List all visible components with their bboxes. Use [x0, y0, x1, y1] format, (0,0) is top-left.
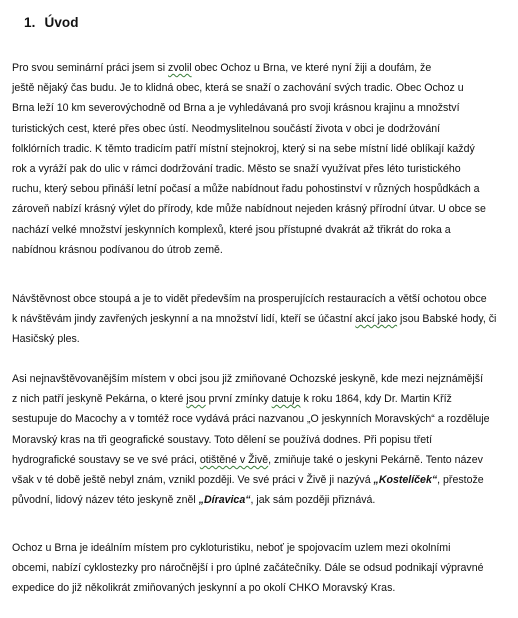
- text-run: k roku 1864, kdy Dr. Martin Kříž: [300, 393, 452, 406]
- emphasized-name: „Díravica“: [198, 494, 251, 507]
- text-run: , zmiňuje také o jeskyni Pekárně. Tento název: [268, 453, 483, 466]
- text-run: sestupuje do Macochy a v tomtéž roce vydává práci nazvanou „O jeskynních Moravských“ a rozděluje: [12, 413, 490, 426]
- text-run: první zmínky: [205, 393, 272, 406]
- paragraph-caves: [12, 369, 512, 510]
- text-line: [12, 558, 512, 578]
- text-run: zároveň nabízí krásný výlet do přírody, kde může nabídnout nejeden krásný přírodní útvar. U obce se: [12, 203, 486, 216]
- section-heading: [24, 15, 79, 30]
- text-line: [12, 220, 512, 240]
- text-line: [12, 389, 512, 409]
- text-line: [12, 119, 512, 139]
- text-run: nabídnou krásnou podívanou do útrob země.: [12, 243, 223, 256]
- text-line: [12, 409, 512, 429]
- text-run: , přestože: [437, 474, 484, 487]
- text-line: [12, 179, 512, 199]
- text-run: obec Ochoz u Brna, ve které nyní žiji a doufám, že: [191, 62, 432, 74]
- text-line: [12, 538, 512, 558]
- spellcheck-flagged-word: jsou: [186, 393, 206, 406]
- text-line: [12, 289, 512, 309]
- text-line: [12, 470, 512, 490]
- text-line: [12, 139, 512, 159]
- text-line: [12, 430, 512, 450]
- text-line: [12, 369, 512, 389]
- paragraph-visitors: [12, 289, 512, 350]
- text-run: hydrografické soustavy se ve své práci,: [12, 453, 200, 466]
- text-run: Návštěvnost obce stoupá a je to vidět především na prosperujících restauracích a větší ochotou obce: [12, 293, 487, 305]
- text-line: [12, 58, 512, 78]
- text-run: nachází velké množství jeskynních komplexů, které jsou přístupné dvakrát až třikrát do roka a: [12, 223, 451, 236]
- text-run: obcemi, nabízí cyklostezky pro náročnější i pro úplné začátečníky. Dále se odsud podnikají výpravné: [12, 562, 484, 575]
- text-run: , jak sám později přiznává.: [250, 494, 376, 507]
- text-run: ještě nějaký čas budu. Je to klidná obec, která se snaží o zachování svých tradic. Obec Ochoz u: [12, 82, 464, 95]
- text-run: jsou Babské hody, či: [397, 313, 497, 326]
- text-line: [12, 240, 512, 260]
- spellcheck-flagged-word: otištěné v Živě: [199, 453, 269, 466]
- text-line: [12, 159, 512, 179]
- text-run: však v té době ještě nebyl znám, vznikl později. Ve své práci v Živě ji nazývá: [12, 474, 374, 487]
- emphasized-name: „Kostelíček“: [373, 474, 438, 487]
- text-line: [12, 78, 512, 98]
- text-run: Brna leží 10 km severovýchodně od Brna a je vyhledávaná pro svoji krásnou krajinu a množství: [12, 102, 460, 115]
- text-line: [12, 450, 512, 470]
- text-run: turistických cest, které přes obec ústí. Neodmyslitelnou součástí života v obci je dodržování: [12, 122, 441, 135]
- paragraph-intro: [12, 58, 512, 260]
- text-line: [12, 490, 512, 510]
- text-line: [12, 578, 512, 598]
- text-run: folklórních tradic. K těmto tradicím patří místní stejnokroj, který si na sebe místní lidé oblíkají každý: [12, 142, 475, 155]
- spellcheck-flagged-word: datuje: [271, 393, 301, 406]
- text-line: [12, 309, 512, 329]
- section-number: 1.: [24, 15, 36, 30]
- text-run: rok a vyráží pak do ulic v rámci dodržování tradic. Město se snaží využívat přes léto turistického: [12, 163, 461, 176]
- text-run: původní, lidový název této jeskyně zněl: [12, 494, 199, 507]
- spellcheck-flagged-word: zvolil: [168, 62, 192, 74]
- text-line: [12, 329, 512, 349]
- text-run: z nich patří jeskyně Pekárna, o které: [12, 393, 187, 406]
- paragraph-cycling: [12, 538, 512, 599]
- text-run: expedice do již několikrát zmiňovaných jeskynní a po okolí CHKO Moravský Kras.: [12, 582, 396, 595]
- text-run: Pro svou seminární práci jsem si: [12, 62, 169, 74]
- text-run: Asi nejnavštěvovanějším místem v obci jsou již zmiňované Ochozské jeskyně, kde mezi nejznámější: [12, 373, 484, 385]
- spellcheck-flagged-word: akcí jako: [355, 313, 398, 326]
- text-run: ruchu, který sebou přináší letní počasí a může nabídnout řadu pohostinství v různých hospůdkách a: [12, 183, 480, 196]
- text-line: [12, 199, 512, 219]
- text-run: Hasičský ples.: [12, 333, 80, 346]
- text-run: Moravský kras na tři geografické soustavy. Toto dělení se používá dodnes. Při popisu třetí: [12, 433, 433, 446]
- text-run: Ochoz u Brna je ideálním místem pro cykloturistiku, neboť je spojovacím uzlem mezi okolními: [12, 542, 451, 554]
- text-run: k návštěvám jindy zavřených jeskynní a na množství lidí, kteří se účastní: [12, 313, 356, 326]
- text-line: [12, 98, 512, 118]
- section-title: Úvod: [44, 15, 79, 30]
